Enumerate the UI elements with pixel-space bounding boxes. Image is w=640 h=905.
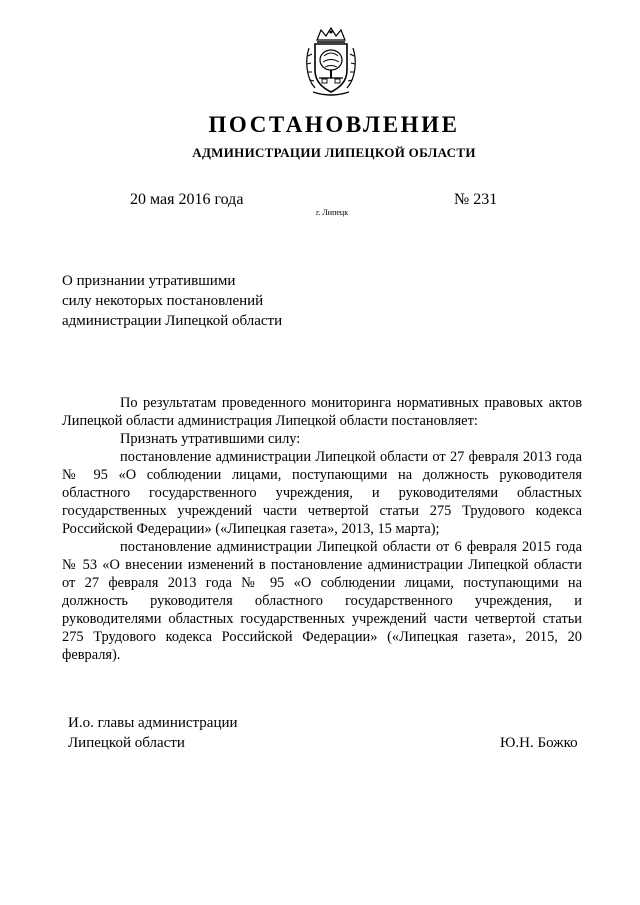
body-paragraph: Признать утратившими силу: xyxy=(120,431,301,447)
body-paragraph: постановление администрации Липецкой области от 27 февраля 2013 года № 95 «О соблюдении лицами, поступающими на должность руководителя областного государственного учреждения, и руководителями областных государственных учреждений части четвертой статьи 275 Трудового кодекса Российской Федерации» («Липецкая газета», 2013, 15 марта); xyxy=(62,449,582,537)
document-body xyxy=(62,394,582,664)
subject-line: администрации Липецкой области xyxy=(62,313,283,329)
document-title: ПОСТАНОВЛЕНИЕ xyxy=(208,112,460,137)
lipetsk-coat-of-arms-icon xyxy=(303,26,359,98)
signatory-position-line: И.о. главы администрации xyxy=(68,715,238,731)
document-subject xyxy=(62,271,282,331)
document-date: 20 мая 2016 года xyxy=(130,191,244,208)
subject-line: силу некоторых постановлений xyxy=(62,293,264,309)
body-paragraph: постановление администрации Липецкой области от 6 февраля 2015 года № 53 «О внесении изменений в постановление администрации Липецкой области от 27 февраля 2013 года № 95 «О соблюдении лицами, поступающими на должность руководителя областного государственного учреждения, и руководителями областных государственных учреждений части четвертой статьи 275 Трудового кодекса Российской Федерации» («Липецкая газета», 2015, 20 февраля). xyxy=(62,539,582,663)
body-paragraph: По результатам проведенного мониторинга нормативных правовых актов Липецкой области администрация Липецкой области постановляет: xyxy=(62,395,582,429)
signatory-position xyxy=(68,713,238,753)
signatory-name: Ю.Н. Божко xyxy=(500,735,578,751)
signatory-position-line: Липецкой области xyxy=(68,735,185,751)
document-number: № 231 xyxy=(454,191,498,208)
subject-line: О признании утратившими xyxy=(62,273,236,289)
document-subtitle: АДМИНИСТРАЦИИ ЛИПЕЦКОЙ ОБЛАСТИ xyxy=(192,145,476,160)
document-city: г. Липецк xyxy=(316,208,349,217)
